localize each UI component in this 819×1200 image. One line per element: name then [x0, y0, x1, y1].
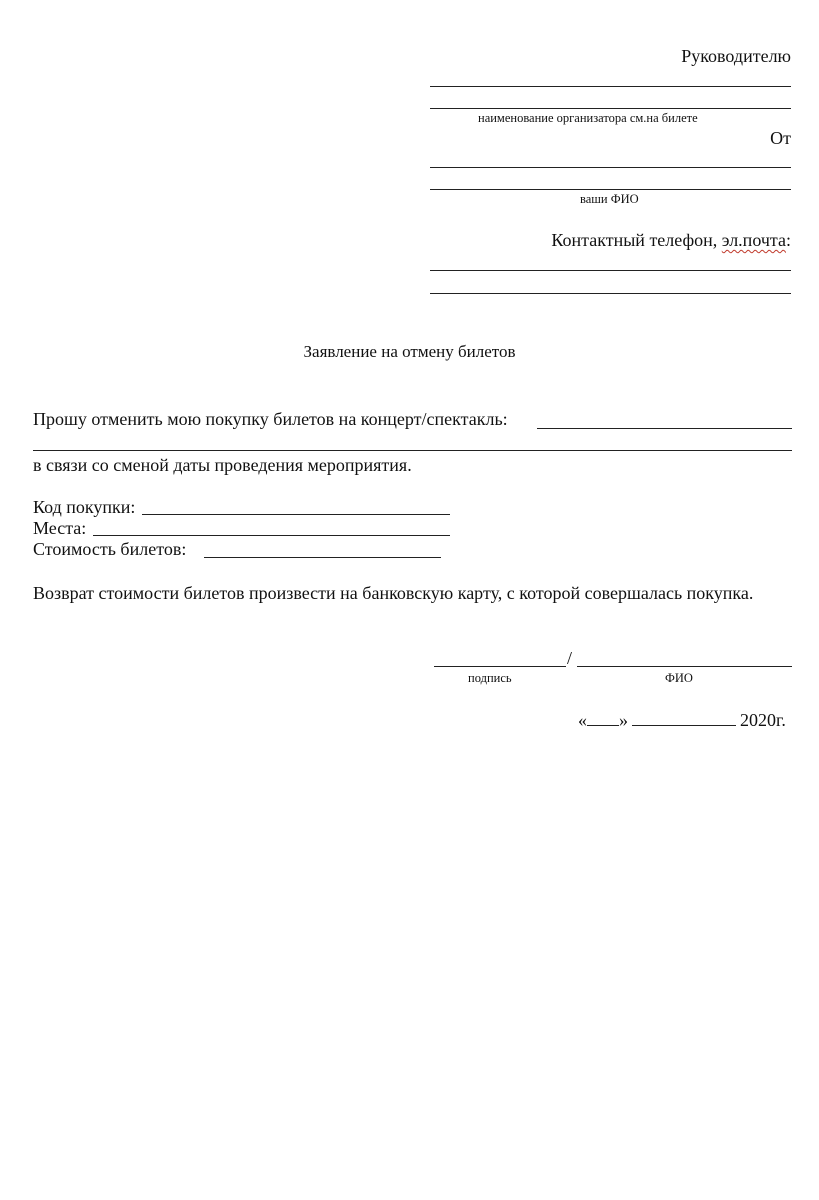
signer-name-caption: ФИО	[665, 671, 693, 685]
contact-label-main: Контактный телефон,	[551, 230, 722, 250]
name-caption: ваши ФИО	[580, 192, 639, 206]
name-line-2[interactable]	[430, 189, 791, 190]
from-label: От	[770, 128, 791, 148]
name-line-1[interactable]	[430, 167, 791, 168]
request-line: Прошу отменить мою покупку билетов на концерт/спектакль:	[33, 409, 508, 429]
organizer-caption: наименование организатора см.на билете	[478, 111, 698, 125]
signature-field[interactable]	[434, 666, 566, 667]
date-line	[578, 710, 786, 731]
event-name-field-continued[interactable]	[33, 450, 792, 451]
date-close-quote: »	[619, 710, 628, 730]
seats-label: Места:	[33, 518, 87, 538]
event-name-field[interactable]	[537, 428, 792, 429]
organizer-line-2[interactable]	[430, 108, 791, 109]
signature-separator: /	[567, 648, 573, 668]
date-day-field[interactable]	[587, 711, 619, 726]
addressee-label: Руководителю	[681, 46, 791, 66]
date-year: 2020г.	[740, 710, 786, 730]
contact-line-1[interactable]	[430, 270, 791, 271]
date-month-field[interactable]	[632, 711, 736, 726]
ticket-cost-label: Стоимость билетов:	[33, 539, 187, 559]
purchase-code-field[interactable]	[142, 514, 450, 515]
contact-label-abbr: эл.почта	[721, 230, 786, 250]
purchase-code-label: Код покупки:	[33, 497, 136, 517]
contact-line-2[interactable]	[430, 293, 791, 294]
document-title: Заявление на отмену билетов	[303, 342, 516, 361]
organizer-line-1[interactable]	[430, 86, 791, 87]
seats-field[interactable]	[93, 535, 450, 536]
date-open-quote: «	[578, 710, 587, 730]
ticket-cost-field[interactable]	[204, 557, 441, 558]
refund-line: Возврат стоимости билетов произвести на банковскую карту, с которой совершалась покупка.	[33, 583, 754, 603]
signature-caption: подпись	[468, 671, 512, 685]
reason-line: в связи со сменой даты проведения мероприятия.	[33, 455, 412, 475]
contact-label-colon: :	[785, 230, 791, 250]
contact-label	[551, 230, 791, 251]
signer-name-field[interactable]	[577, 666, 792, 667]
